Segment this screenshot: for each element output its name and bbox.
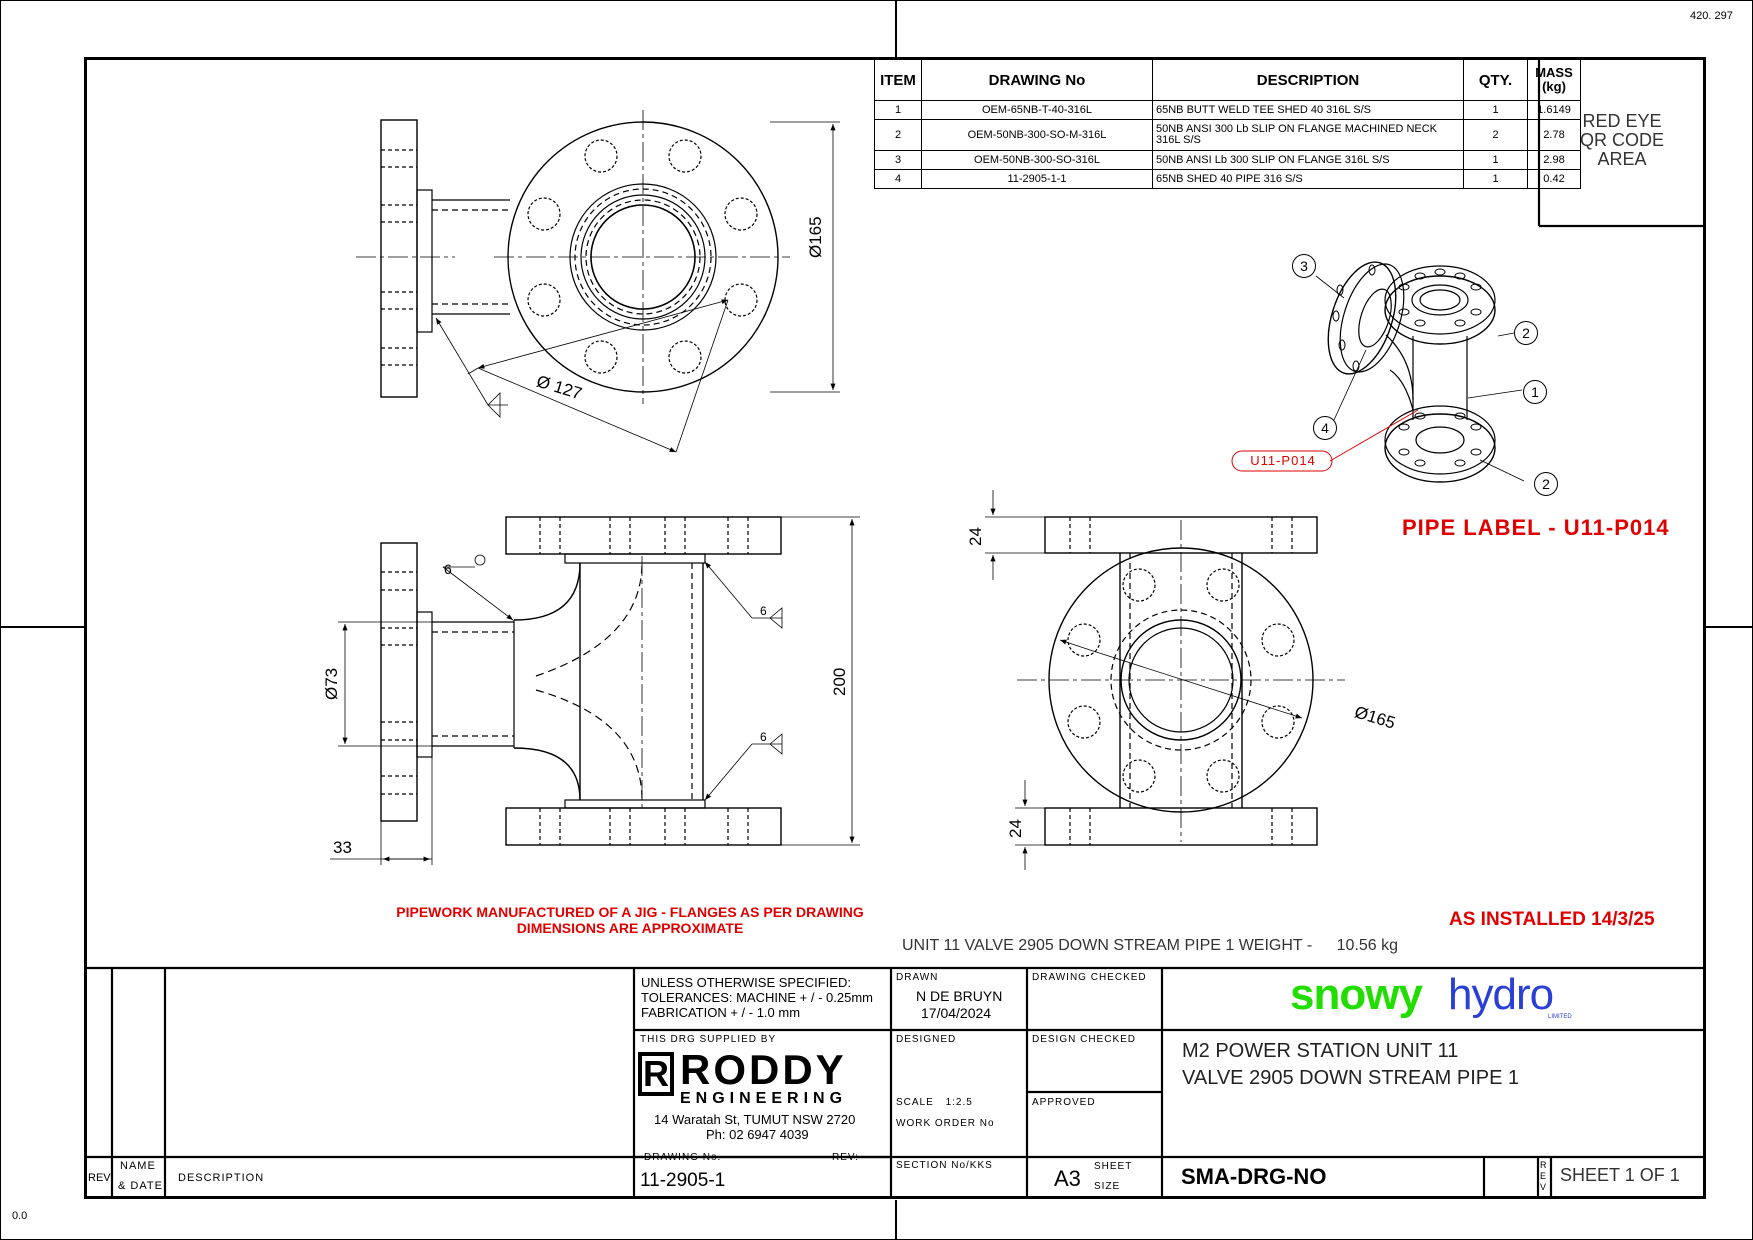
weight-label: UNIT 11 VALVE 2905 DOWN STREAM PIPE 1 WEIGHT - [902, 937, 1313, 954]
bom-cell-drawing-no: OEM-50NB-300-SO-316L [922, 151, 1153, 170]
bom-cell-description: 65NB SHED 40 PIPE 316 S/S [1153, 170, 1464, 189]
bom-row [875, 170, 1581, 189]
bom-cell-item: 2 [875, 120, 922, 151]
sheet-size-value: A3 [1054, 1166, 1081, 1191]
tolerance-note [641, 975, 873, 1020]
drawing-no-label: DRAWING No. [644, 1152, 722, 1163]
bom-cell-description: 50NB ANSI Lb 300 SLIP ON FLANGE 316L S/S [1153, 151, 1464, 170]
logo-part-hydro: hydro [1448, 970, 1554, 1019]
item-balloon [1313, 416, 1337, 440]
bom-cell-drawing-no: OEM-65NB-T-40-316L [922, 101, 1153, 120]
bom-cell-description: 50NB ANSI 300 Lb SLIP ON FLANGE MACHINED NECK 316L S/S [1153, 120, 1464, 151]
bom-header-item: ITEM [875, 60, 922, 101]
design-checked-label: DESIGN CHECKED [1032, 1034, 1137, 1045]
bom-cell-item: 3 [875, 151, 922, 170]
roddy-name: RODDY [680, 1046, 847, 1093]
item-balloon [1534, 472, 1558, 496]
bom-cell-qty: 1 [1464, 151, 1528, 170]
drawing-title-line2: VALVE 2905 DOWN STREAM PIPE 1 [1182, 1067, 1520, 1089]
rev-column-header: REV [88, 1172, 111, 1184]
item-balloon-number: 4 [1321, 420, 1329, 436]
drawing-title [1182, 1038, 1519, 1092]
item-balloon-number: 2 [1542, 476, 1550, 492]
roddy-logo [636, 1048, 892, 1110]
bom-cell-item: 1 [875, 101, 922, 120]
drawn-by: N DE BRUYN [916, 988, 1003, 1004]
tolerance-line2: TOLERANCES: MACHINE + / - 0.25mm [641, 990, 874, 1005]
dim-diameter-127: Ø 127 [534, 371, 585, 404]
sheet-of-label: SHEET 1 OF 1 [1560, 1165, 1680, 1185]
dim-flange-thickness-bottom: 24 [1006, 819, 1025, 838]
title-block-grid [84, 57, 1706, 1199]
pipe-tag-label: U11-P014 [1250, 453, 1316, 468]
drawing-no-value: 11-2905-1 [640, 1170, 726, 1191]
weld-size-label: 6 [760, 604, 767, 618]
supplier-address: 14 Waratah St, TUMUT NSW 2720 [654, 1112, 856, 1127]
bom-cell-mass: 0.42 [1528, 170, 1581, 189]
weight-value: 10.56 kg [1336, 937, 1399, 954]
description-column-header: DESCRIPTION [178, 1172, 265, 1184]
item-balloon [1523, 380, 1547, 404]
weight-note [902, 937, 1398, 955]
item-balloon [1292, 254, 1316, 278]
snowy-hydro-logo [1290, 970, 1590, 1026]
weld-size-label: 6 [760, 730, 767, 744]
section-label: SECTION No/KKS [896, 1160, 993, 1171]
jig-note [340, 904, 920, 936]
bom-cell-item: 4 [875, 170, 922, 189]
corner-label-bottom-left: 0.0 [12, 1210, 28, 1222]
qr-area-line1: RED EYE [1582, 111, 1662, 131]
drawing-number-main: SMA-DRG-NO [1181, 1164, 1327, 1189]
sheet-size-label-2: SIZE [1094, 1181, 1121, 1192]
tolerance-line3: FABRICATION + / - 1.0 mm [641, 1005, 801, 1020]
roddy-subtitle: ENGINEERING [680, 1090, 848, 1107]
bom-header-description: DESCRIPTION [1153, 60, 1464, 101]
pipe-label-note: PIPE LABEL - U11-P014 [1402, 515, 1670, 540]
bom-row [875, 151, 1581, 170]
rev-label: REV: [832, 1152, 859, 1163]
bom-cell-qty: 2 [1464, 120, 1528, 151]
qr-area-line3: AREA [1597, 149, 1647, 169]
bom-row [875, 101, 1581, 120]
bom-row [875, 120, 1581, 151]
name-date-header-2: & DATE [118, 1180, 163, 1192]
supplied-by-label: THIS DRG SUPPLIED BY [640, 1034, 777, 1045]
dim-flange-thickness-top: 24 [966, 527, 985, 546]
jig-note-line1: PIPEWORK MANUFACTURED OF A JIG - FLANGES AS PER DRAWING [396, 904, 864, 920]
tolerance-line1: UNLESS OTHERWISE SPECIFIED: [641, 975, 851, 990]
bom-cell-description: 65NB BUTT WELD TEE SHED 40 316L S/S [1153, 101, 1464, 120]
qr-area-line2: QR CODE [1579, 130, 1664, 150]
dim-diameter-165-top: Ø165 [806, 216, 825, 258]
item-balloon [1514, 321, 1538, 345]
drawing-title-line1: M2 POWER STATION UNIT 11 [1182, 1040, 1459, 1062]
item-balloon-number: 2 [1522, 325, 1530, 341]
item-balloon-number: 1 [1531, 384, 1539, 400]
bom-cell-qty: 1 [1464, 101, 1528, 120]
designed-label: DESIGNED [896, 1034, 957, 1045]
bom-header-mass: MASS (kg) [1528, 60, 1581, 101]
as-installed-note: AS INSTALLED 14/3/25 [1449, 909, 1655, 930]
work-order-label: WORK ORDER No [896, 1118, 995, 1129]
view-flange-front [356, 110, 840, 452]
logo-part-snowy: snowy [1290, 970, 1422, 1019]
view-isometric [1232, 254, 1524, 482]
corner-label-top-right: 420. 297 [1690, 10, 1733, 22]
dim-offset-33: 33 [333, 838, 352, 857]
bom-cell-drawing-no: 11-2905-1-1 [922, 170, 1153, 189]
drawing-checked-label: DRAWING CHECKED [1032, 972, 1147, 983]
view-side-elevation [330, 517, 860, 865]
sheet-size-label-1: SHEET [1094, 1161, 1133, 1172]
dim-length-200: 200 [830, 667, 849, 696]
jig-note-line2: DIMENSIONS ARE APPROXIMATE [516, 920, 744, 936]
view-end [985, 490, 1345, 870]
drawn-label: DRAWN [896, 972, 939, 983]
supplier-phone: Ph: 02 6947 4039 [706, 1127, 809, 1142]
item-balloon-number: 3 [1300, 258, 1308, 274]
scale-value: 1:2.5 [945, 1097, 973, 1108]
roddy-r-icon: R [638, 1052, 674, 1096]
bill-of-materials [874, 59, 1581, 189]
dim-diameter-165-right: Ø165 [1352, 702, 1398, 733]
bom-cell-qty: 1 [1464, 170, 1528, 189]
logo-limited: LIMITED [1548, 1014, 1572, 1020]
approved-label: APPROVED [1032, 1097, 1096, 1108]
qr-code-area [1542, 112, 1702, 169]
bom-cell-drawing-no: OEM-50NB-300-SO-M-316L [922, 120, 1153, 151]
rev-vertical-label: REV [1540, 1160, 1547, 1192]
bom-cell-mass: 2.98 [1528, 151, 1581, 170]
drawn-date: 17/04/2024 [921, 1005, 992, 1021]
weld-size-label: 6 [444, 561, 452, 577]
scale-label-text: SCALE [896, 1097, 934, 1108]
dim-diameter-73: Ø73 [322, 667, 341, 700]
scale-label [896, 1097, 973, 1108]
bom-cell-mass: 2.78 [1528, 120, 1581, 151]
bom-cell-mass: 1.6149 [1528, 101, 1581, 120]
name-date-header-1: NAME [120, 1160, 156, 1172]
bom-header-qty: QTY. [1464, 60, 1528, 101]
bom-header-drawing-no: DRAWING No [922, 60, 1153, 101]
